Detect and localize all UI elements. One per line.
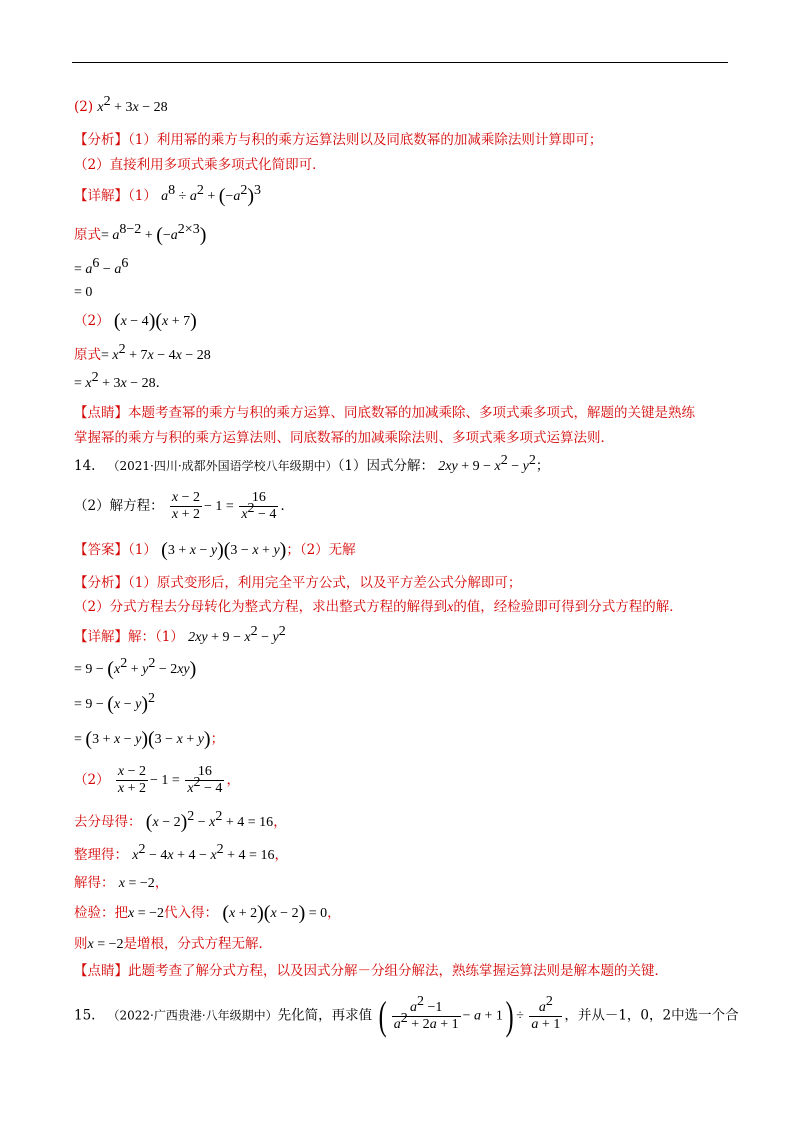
q14-part2: （2）解方程： $\frac{x - 2}{x + 2}$ − 1 = $\frac{16}{x^2 - 4}$ ． [74, 490, 294, 522]
prev-step-4: 原式= $x^2 + 7x - 4x - 28$ [74, 342, 211, 363]
prev-comment-2: 掌握幂的乘方与积的乘方运算法则、同底数幂的加减乘除法则、多项式乘多项式运算法则． [74, 430, 614, 446]
q14-analysis-1: 【分析】（1）原式变形后，利用完全平方公式，以及平方差公式分解即可； [74, 575, 522, 591]
q14-detail-2: （2） $\frac{x - 2}{x + 2}$ − 1 = $\frac{16}{x^2 - 4}$ ， [74, 764, 240, 796]
prev-analysis-2: （2）直接利用多项式乘多项式化简即可． [74, 157, 326, 173]
prev-step-5: = $x^2 + 3x - 28$． [74, 370, 170, 391]
prev-answer-part2: (2) $x^2 + 3x - 28$ [74, 94, 168, 115]
prev-step-2: = $a^6 - a^6$ [74, 256, 129, 277]
q14-detail-1: 【详解】解：（1） $2xy + 9 - x^2 - y^2$ [74, 624, 286, 645]
q14-prompt: 14. （2021·四川·成都外国语学校八年级期中）（1）因式分解： $2xy + 9 - x^2 - y^2$； [74, 453, 550, 474]
prev-comment-1: 【点睛】本题考查幂的乘方与积的乘方运算、同底数幂的加减乘除、多项式乘多项式，解题的关键是熟练 [74, 405, 695, 421]
prev-detail-2: （2） (x − 4)(x + 7) [74, 310, 197, 332]
q14-step-1: = $9 - (x^2 + y^2 - 2xy)$ [74, 656, 197, 680]
q14-step-check: 检验：把x = −2代入得： (x + 2)(x − 2) = 0， [74, 902, 341, 924]
prev-step-3: = 0 [74, 285, 93, 300]
prev-detail-1: 【详解】（1） $a^8 \div a^2 + (-a^2)^3$ [74, 183, 261, 207]
header-rule [72, 62, 728, 63]
q14-step-2: = $9 - (x - y)^2$ [74, 691, 155, 715]
q14-step-3: = (3 + x − y)(3 − x + y)； [74, 728, 225, 750]
q15-prompt: 15. （2022·广西贵港·八年级期中）先化简，再求值 ( $\frac{a^2 -1}{a^2 + 2a + 1}$ − a + 1) ÷ $\frac{a^2}{a + 1}$ ，并从－1，0，2中选一个合 [74, 993, 739, 1038]
q14-answer: 【答案】（1） (3 + x − y)(3 − x + y)；（2）无解 [74, 539, 356, 561]
q14-step-simplify: 整理得： $x^2 - 4x + 4 - x^2 + 4 = 16$， [74, 842, 288, 863]
q14-step-denominator: 去分母得： $(x - 2)^2 - x^2 + 4 = 16$， [74, 809, 287, 833]
q14-comment: 【点睛】此题考查了解分式方程，以及因式分解－分组分解法，熟练掌握运算法则是解本题的关键． [74, 963, 668, 979]
prev-analysis-1: 【分析】（1）利用幂的乘方与积的乘方运算法则以及同底数幂的加减乘除法则计算即可； [74, 132, 603, 148]
q14-step-then: 则x = −2是增根，分式方程无解． [74, 936, 273, 952]
q14-analysis-2: （2）分式方程去分母转化为整式方程，求出整式方程的解得到x的值，经检验即可得到分式方程的解． [74, 599, 683, 615]
q14-step-solve: 解得： x = −2， [74, 875, 169, 891]
prev-step-1: 原式= $a^{8-2} + (-a^{2\times 3})$ [74, 222, 207, 246]
